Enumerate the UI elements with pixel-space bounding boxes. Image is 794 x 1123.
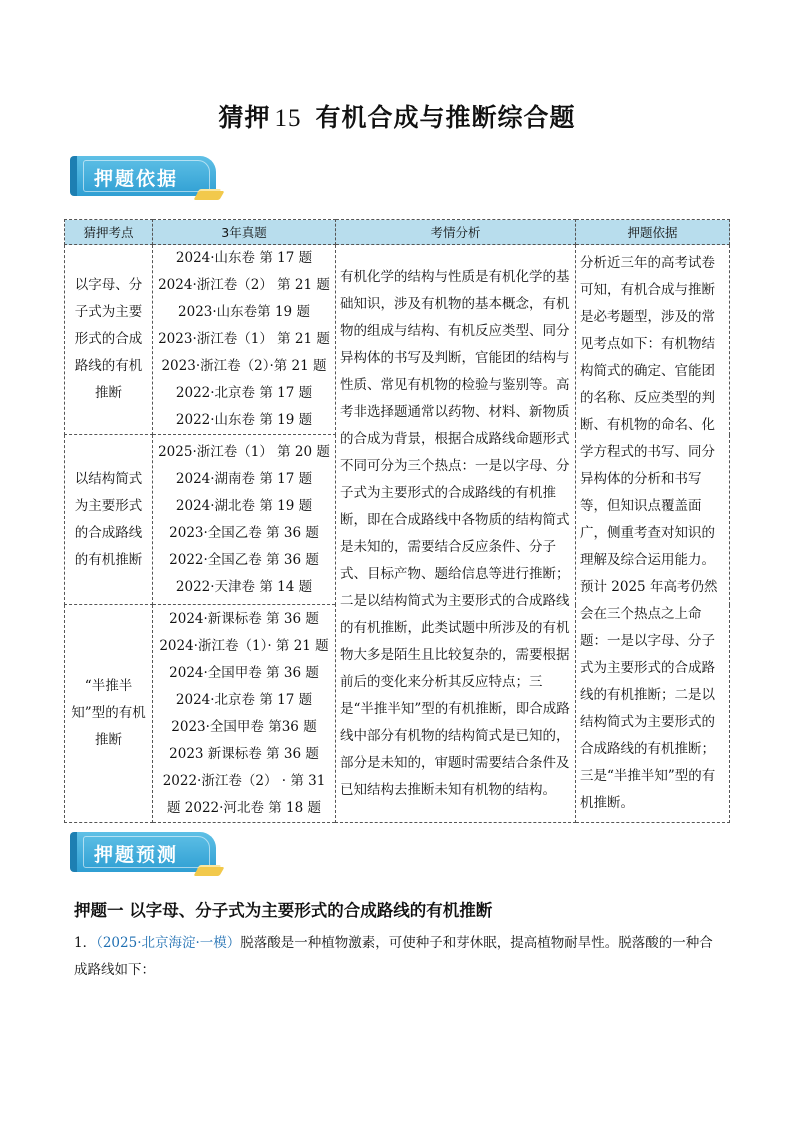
- past-papers-cell: 2024·新课标卷 第 36 题 2024·浙江卷（1）· 第 21 题 2024·全国甲卷 第 36 题 2024·北京卷 第 17 题 2023·全国甲卷 第36 题2023 新课标卷 第 36 题 2022·浙江卷（2） · 第 31 题 2022·河北卷 第 18 题: [153, 605, 336, 823]
- question-source: （2025·北京海淀·一模）: [96, 935, 241, 951]
- header-cell: 考情分析: [336, 220, 576, 245]
- title-number: 15: [274, 105, 302, 132]
- header-cell: 押题依据: [576, 220, 730, 245]
- header-cell: 3年真题: [153, 220, 336, 245]
- table-row: [65, 245, 730, 435]
- section-banner-basis: [70, 156, 222, 200]
- past-papers-cell: 2024·山东卷 第 17 题 2024·浙江卷（2） 第 21 题 2023·山东卷第 19 题 2023·浙江卷（1） 第 21 题 2023·浙江卷（2）·第 21 题 2022·北京卷 第 17 题 2022·山东卷 第 19 题: [153, 245, 336, 435]
- table-header-row: [65, 220, 730, 245]
- question-number: 1．: [74, 935, 97, 951]
- section-banner-prediction: [70, 832, 222, 876]
- past-papers-cell: 2025·浙江卷（1） 第 20 题 2024·湖南卷 第 17 题 2024·湖北卷 第 19 题 2023·全国乙卷 第 36 题 2022·全国乙卷 第 36 题 2022·天津卷 第 14 题: [153, 435, 336, 605]
- question-1: [74, 930, 724, 984]
- section-heading: 押题一 以字母、分子式为主要形式的合成路线的有机推断: [74, 901, 493, 920]
- header-cell: 猜押考点: [65, 220, 153, 245]
- analysis-table: [64, 219, 730, 823]
- page-title: [0, 98, 794, 134]
- title-prefix: 猜押: [218, 103, 271, 132]
- banner-label: 押题预测: [94, 844, 179, 866]
- analysis-cell: 有机化学的结构与性质是有机化学的基础知识，涉及有机物的基本概念，有机物的组成与结构、有机反应类型、同分异构体的书写及判断，官能团的结构与性质、常见有机物的检验与鉴别等。高考非选择题通常以药物、材料、新物质的合成为背景，根据合成路线命题形式不同可分为三个热点：一是以字母、分子式为主要形式的合成路线的有机推断，即在合成路线中各物质的结构简式是未知的，需要结合反应条件、分子式、目标产物、题给信息等进行推断；二是以结构简式为主要形式的合成路线的有机推断，此类试题中所涉及的有机物大多是陌生且比较复杂的，需要根据前后的变化来分析其反应特点；三是“半推半知”型的有机推断，即合成路线中部分有机物的结构简式是已知的，部分是未知的，审题时需要结合条件及已知结构去推断未知有机物的结构。: [336, 245, 576, 823]
- title-text: 有机合成与推断综合题: [315, 103, 576, 132]
- banner-label: 押题依据: [94, 168, 179, 190]
- exam-point-cell: 以结构简式为主要形式的合成路线的有机推断: [65, 435, 153, 605]
- basis-cell: 分析近三年的高考试卷可知，有机合成与推断是必考题型，涉及的常见考点如下：有机物结构简式的确定、官能团的名称、反应类型的判断、有机物的命名、化学方程式的书写、同分异构体的分析和书写等，但知识点覆盖面广，侧重考查对知识的理解及综合运用能力。预计 2025 年高考仍然会在三个热点之上命题：一是以字母、分子式为主要形式的合成路线的有机推断；二是以结构简式为主要形式的合成路线的有机推断；三是“半推半知”型的有机推断。: [576, 245, 730, 823]
- exam-point-cell: 以字母、分子式为主要形式的合成路线的有机推断: [65, 245, 153, 435]
- question-text: 脱落酸是一种植物激素，可使种子和芽休眠，提高植物耐旱性。脱落酸的一种合成路线如下：: [74, 935, 713, 978]
- exam-point-cell: “半推半知”型的有机推断: [65, 605, 153, 823]
